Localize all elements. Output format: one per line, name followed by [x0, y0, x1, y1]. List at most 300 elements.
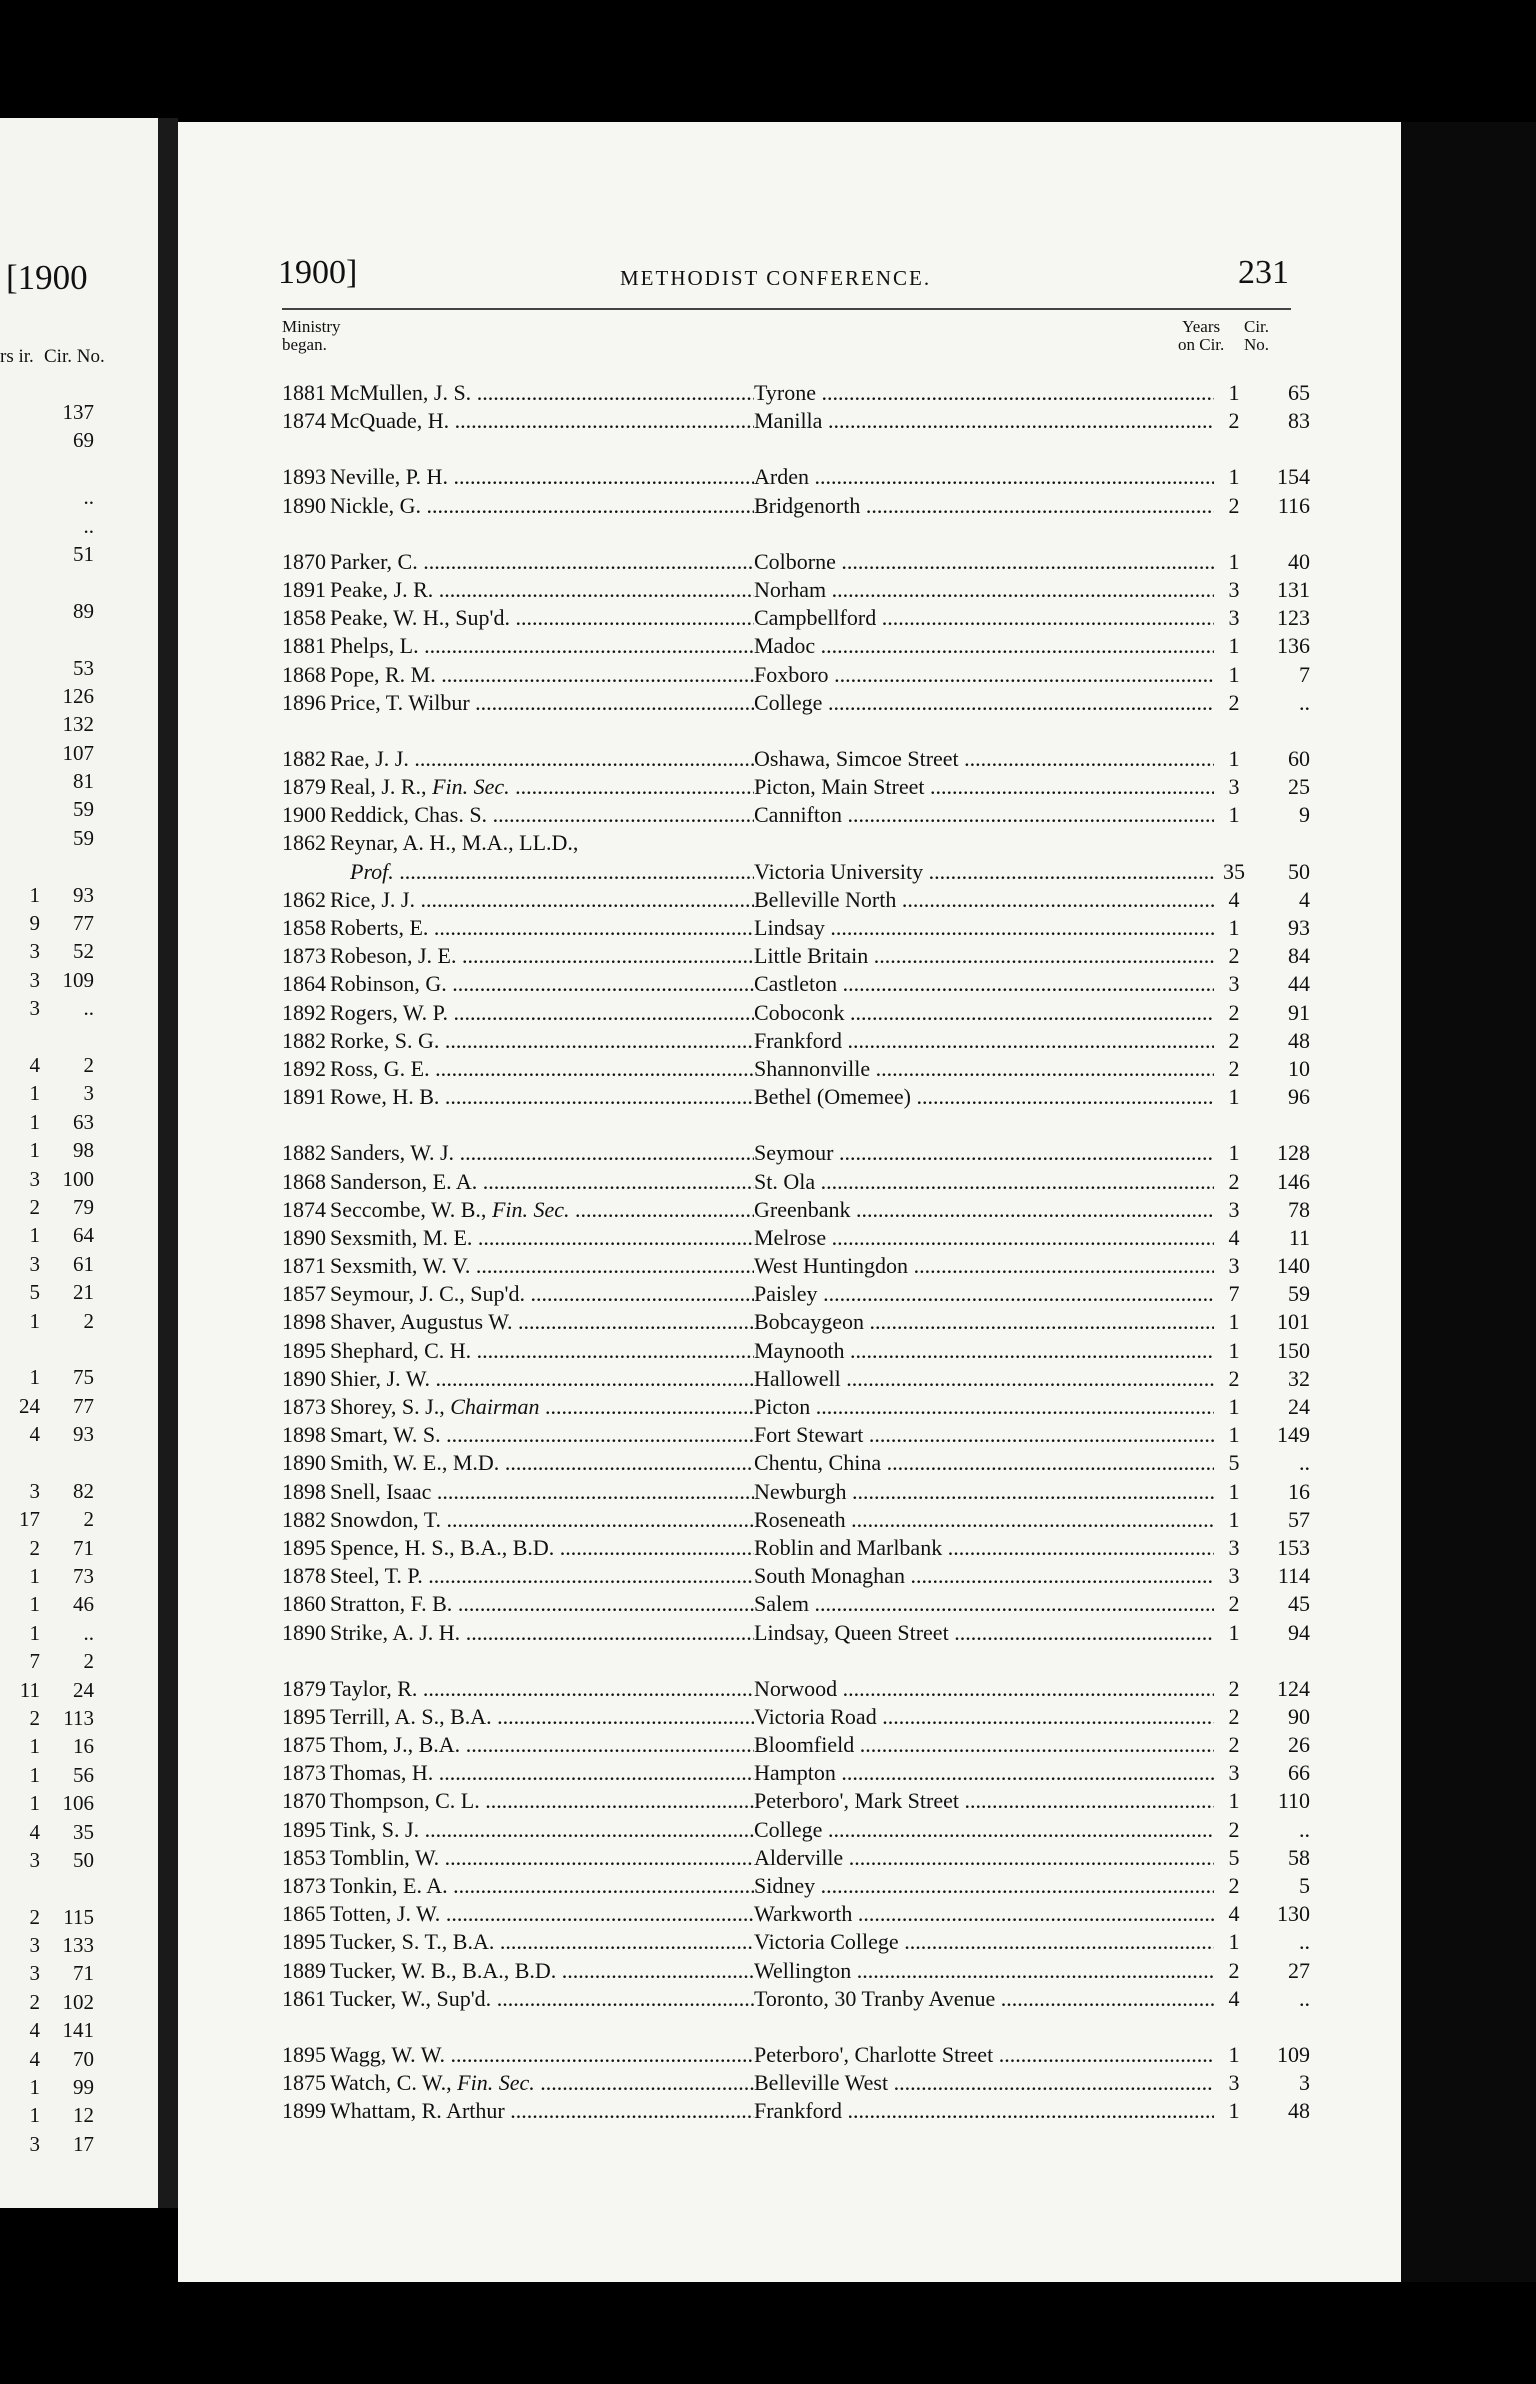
years-on-circuit-text: 1	[1228, 2041, 1240, 2067]
years-on-circuit-text: 1	[1228, 1422, 1240, 1448]
minister-name-text: Steel, T. P.	[330, 1563, 423, 1589]
circuit-name	[754, 1703, 1224, 1731]
ministry-began-year-text: 1895	[282, 2041, 326, 2067]
section-gap	[282, 435, 1292, 463]
left-years-header: rs ir.	[0, 346, 34, 367]
left-cir-value: 70	[73, 2046, 94, 2071]
circuit-name	[754, 2069, 1224, 2097]
left-page-row	[0, 1278, 150, 1306]
ministry-began-year-text: 1873	[282, 1873, 326, 1898]
circuit-number	[1250, 886, 1310, 914]
circuit-number-text: 84	[1288, 943, 1310, 969]
left-years-value: 1	[29, 1734, 40, 1759]
ministry-began-year-text: 1873	[282, 1394, 326, 1419]
minister-entry	[282, 1590, 1310, 1618]
years-on-circuit-text: 1	[1228, 548, 1240, 574]
years-on-circuit-text: 3	[1228, 605, 1240, 631]
years-on-circuit	[1214, 1787, 1254, 1815]
left-cir-value: 59	[73, 825, 94, 850]
circuit-name	[754, 1562, 1224, 1590]
left-page-row	[0, 1477, 150, 1505]
circuit-number	[1250, 2097, 1310, 2125]
circuit-name	[754, 1224, 1224, 1252]
years-on-circuit	[1214, 1168, 1254, 1196]
minister-entry	[282, 970, 1310, 998]
minister-name-text: Parker, C.	[330, 548, 418, 574]
left-cir-value: 106	[62, 1791, 94, 1816]
left-page-row	[0, 2073, 150, 2101]
left-cir-value: 12	[73, 2103, 94, 2128]
section-gap	[282, 2013, 1292, 2041]
left-years-value: 1	[29, 1138, 40, 1163]
left-page-row	[0, 1562, 150, 1590]
ministry-began-year-text: 1890	[282, 492, 326, 518]
minister-name-text: Phelps, L.	[330, 633, 419, 659]
left-years-value: 4	[29, 1422, 40, 1447]
left-page-row	[0, 398, 150, 426]
years-on-circuit	[1214, 999, 1254, 1027]
minister-entry	[282, 1675, 1310, 1703]
years-on-circuit-text: 5	[1228, 1844, 1240, 1870]
minister-name-text: Whattam, R. Arthur	[330, 2098, 505, 2124]
circuit-name-text: Victoria Road	[754, 1703, 877, 1729]
years-on-circuit	[1214, 1027, 1254, 1055]
left-page-row	[0, 512, 150, 540]
left-years-value: 1	[29, 1365, 40, 1390]
ministry-began-year-text: 1892	[282, 1055, 326, 1081]
minister-name-text: Pope, R. M.	[330, 661, 436, 687]
circuit-number-text: 91	[1288, 999, 1310, 1025]
ministry-began-year-text: 1895	[282, 1703, 326, 1729]
circuit-name	[754, 689, 1224, 717]
circuit-number-text: 124	[1277, 1675, 1310, 1701]
minister-entry	[282, 914, 1310, 942]
circuit-number	[1250, 1675, 1310, 1703]
years-on-circuit-text: 3	[1228, 971, 1240, 997]
left-years-value: 1	[29, 2103, 40, 2128]
left-years-value: 4	[29, 2018, 40, 2043]
circuit-number-text: 48	[1288, 2098, 1310, 2124]
ministry-began-year-text: 1874	[282, 1196, 326, 1222]
left-cir-value: 79	[73, 1194, 94, 1219]
minister-name	[330, 632, 790, 660]
circuit-name	[754, 407, 1224, 435]
circuit-number-text: 154	[1277, 464, 1310, 490]
minister-name	[330, 1083, 790, 1111]
left-page-fragment	[0, 118, 158, 2208]
circuit-number	[1250, 1957, 1310, 1985]
circuit-number	[1250, 492, 1310, 520]
years-on-circuit-text: 2	[1228, 408, 1240, 434]
ministry-began-year-text: 1890	[282, 1450, 326, 1476]
ministry-began-year-text: 1861	[282, 1985, 326, 2011]
circuit-name-text: Peterboro', Mark Street	[754, 1788, 959, 1814]
minister-name-text: Terrill, A. S., B.A.	[330, 1703, 492, 1729]
circuit-number	[1250, 1562, 1310, 1590]
years-on-circuit	[1214, 1308, 1254, 1336]
circuit-number	[1250, 379, 1310, 407]
minister-entry	[282, 1478, 1310, 1506]
ministry-began-year-text: 1892	[282, 999, 326, 1025]
circuit-number-text: 96	[1288, 1084, 1310, 1110]
circuit-name	[754, 1478, 1224, 1506]
circuit-name-text: Belleville North	[754, 886, 897, 912]
circuit-name-text: Manilla	[754, 408, 823, 434]
years-on-circuit-text: 1	[1228, 1929, 1240, 1955]
minister-entry	[282, 2041, 1310, 2069]
years-on-circuit	[1214, 1224, 1254, 1252]
left-page-row	[0, 1534, 150, 1562]
left-page-row	[0, 1619, 150, 1647]
left-page-row	[0, 767, 150, 795]
left-page-row	[0, 909, 150, 937]
minister-name-text: Tonkin, E. A.	[330, 1873, 448, 1898]
minister-name-text: Reynar, A. H., M.A., LL.D.,	[330, 830, 579, 856]
years-on-circuit-text: 3	[1228, 2070, 1240, 2096]
circuit-number	[1250, 773, 1310, 801]
left-cir-value: 63	[73, 1109, 94, 1134]
circuit-number	[1250, 2041, 1310, 2069]
minister-entry	[282, 745, 1310, 773]
circuit-name	[754, 463, 1224, 491]
years-on-circuit-text: 1	[1228, 1788, 1240, 1814]
left-cir-value: 82	[73, 1478, 94, 1503]
circuit-name	[754, 1196, 1224, 1224]
years-on-circuit	[1214, 1562, 1254, 1590]
ministry-began-year-text: 1865	[282, 1901, 326, 1927]
left-cir-value: 16	[73, 1734, 94, 1759]
circuit-name	[754, 970, 1224, 998]
minister-entry	[282, 604, 1310, 632]
circuit-name-text: Roseneath	[754, 1506, 846, 1532]
left-page-row	[0, 1023, 150, 1051]
years-on-circuit	[1214, 604, 1254, 632]
circuit-name-text: Salem	[754, 1591, 809, 1617]
minister-name-text: Shaver, Augustus W.	[330, 1309, 513, 1335]
years-on-circuit	[1214, 1280, 1254, 1308]
circuit-name-text: Fort Stewart	[754, 1422, 864, 1448]
minister-name-text: Peake, W. H., Sup'd.	[330, 605, 510, 631]
circuit-name	[754, 2041, 1224, 2069]
circuit-name	[754, 1759, 1224, 1787]
ministry-began-year-text: 1862	[282, 830, 326, 856]
minister-name	[330, 1506, 790, 1534]
cir-no-header: Cir. No.	[1244, 317, 1270, 354]
left-years-value: 2	[29, 1989, 40, 2014]
circuit-name-text: Oshawa, Simcoe Street	[754, 745, 959, 771]
minister-name-text: Robeson, J. E.	[330, 943, 457, 969]
circuit-number	[1250, 1027, 1310, 1055]
circuit-name-text: Alderville	[754, 1844, 844, 1870]
minister-entry	[282, 1421, 1310, 1449]
left-cir-value: 46	[73, 1592, 94, 1617]
circuit-name	[754, 801, 1224, 829]
years-on-circuit-text: 1	[1228, 633, 1240, 659]
years-on-circuit	[1214, 463, 1254, 491]
years-on-circuit	[1214, 1590, 1254, 1618]
left-cir-value: ..	[83, 513, 94, 538]
left-cir-value: 71	[73, 1961, 94, 1986]
minister-name-text: Real, J. R., Fin. Sec.	[330, 774, 510, 800]
circuit-number-text: 48	[1288, 1027, 1310, 1053]
minister-name	[330, 1027, 790, 1055]
years-on-circuit-text: 1	[1228, 1309, 1240, 1335]
minister-name	[330, 492, 790, 520]
circuit-number-text: 149	[1277, 1422, 1310, 1448]
years-on-circuit-text: 1	[1228, 745, 1240, 771]
years-on-circuit-text: 3	[1228, 1563, 1240, 1589]
minister-name	[330, 942, 790, 970]
years-on-circuit-text: 3	[1228, 576, 1240, 602]
left-cir-value: 24	[73, 1677, 94, 1702]
years-on-circuit	[1214, 1675, 1254, 1703]
page-number: 231	[1238, 254, 1289, 291]
minister-entry	[282, 1506, 1310, 1534]
circuit-name-text: Roblin and Marlbank	[754, 1534, 943, 1560]
circuit-name-text: Frankford	[754, 2098, 842, 2124]
left-cir-value: 51	[73, 541, 94, 566]
left-cir-value: 17	[73, 2131, 94, 2156]
circuit-name	[754, 1139, 1224, 1167]
circuit-number	[1250, 1139, 1310, 1167]
circuit-name-text: Hallowell	[754, 1365, 841, 1391]
circuit-name-text: Victoria College	[754, 1929, 899, 1955]
circuit-name	[754, 1985, 1224, 2013]
minister-entry	[282, 1731, 1310, 1759]
left-cir-value: 61	[73, 1251, 94, 1276]
minister-name	[330, 661, 790, 689]
left-page-row	[0, 1903, 150, 1931]
circuit-name-text: Cannifton	[754, 802, 842, 828]
circuit-name	[754, 1365, 1224, 1393]
minister-name	[330, 1393, 790, 1421]
minister-name	[330, 1562, 790, 1590]
left-years-value: 3	[29, 967, 40, 992]
left-cir-value: ..	[83, 996, 94, 1021]
left-page-row	[0, 1931, 150, 1959]
minister-name	[330, 1844, 790, 1872]
circuit-number	[1250, 2069, 1310, 2097]
years-on-circuit-text: 35	[1223, 858, 1245, 884]
left-years-value: 4	[29, 1052, 40, 1077]
circuit-number	[1250, 576, 1310, 604]
circuit-name	[754, 1731, 1224, 1759]
left-page-row	[0, 625, 150, 653]
left-page-row	[0, 1108, 150, 1136]
minister-name	[330, 801, 790, 829]
circuit-number	[1250, 1365, 1310, 1393]
left-page-row	[0, 1136, 150, 1164]
ministry-began-year-text: 1871	[282, 1253, 326, 1279]
left-years-value: 9	[29, 911, 40, 936]
circuit-name-text: St. Ola	[754, 1168, 816, 1194]
years-on-circuit	[1214, 942, 1254, 970]
circuit-name-text: Peterboro', Charlotte Street	[754, 2041, 994, 2067]
years-on-circuit-text: 2	[1228, 492, 1240, 518]
years-on-circuit	[1214, 1506, 1254, 1534]
circuit-name	[754, 942, 1224, 970]
circuit-name-text: Seymour	[754, 1140, 834, 1166]
circuit-name-text: Norwood	[754, 1675, 838, 1701]
years-on-circuit-text: 3	[1228, 1760, 1240, 1786]
circuit-number-text: 130	[1277, 1901, 1310, 1927]
circuit-name-text: West Huntingdon	[754, 1253, 909, 1279]
years-on-circuit-text: 1	[1228, 2098, 1240, 2124]
minister-name-text: Reddick, Chas. S.	[330, 802, 488, 828]
circuit-name	[754, 745, 1224, 773]
minister-name-text: Thom, J., B.A.	[330, 1732, 461, 1758]
minister-name-text: Price, T. Wilbur	[330, 689, 470, 715]
minister-name	[330, 1619, 790, 1647]
years-on-circuit-text: 2	[1228, 1675, 1240, 1701]
minister-name	[330, 1224, 790, 1252]
circuit-number-text: 116	[1277, 492, 1310, 518]
minister-name	[330, 407, 790, 435]
circuit-number	[1250, 1985, 1310, 2013]
minister-name-text: Prof.	[350, 858, 394, 884]
circuit-number	[1250, 1759, 1310, 1787]
years-on-circuit-text: 2	[1228, 1027, 1240, 1053]
left-years-value: 7	[29, 1649, 40, 1674]
minister-name	[330, 2069, 790, 2097]
years-on-circuit-text: 1	[1228, 802, 1240, 828]
circuit-name-text: College	[754, 1816, 823, 1842]
years-on-circuit	[1214, 1900, 1254, 1928]
left-page-row	[0, 1874, 150, 1902]
left-cir-value: 98	[73, 1138, 94, 1163]
circuit-number-text: 16	[1288, 1478, 1310, 1504]
left-page-row	[0, 455, 150, 483]
minister-name-text: Rice, J. J.	[330, 886, 415, 912]
minister-name-text: Peake, J. R.	[330, 576, 434, 602]
circuit-name	[754, 1027, 1224, 1055]
minister-entry	[282, 1985, 1310, 2013]
minister-name	[330, 1365, 790, 1393]
circuit-number-text: 128	[1277, 1140, 1310, 1166]
years-on-circuit-text: 1	[1228, 915, 1240, 940]
years-on-circuit-text: 2	[1228, 1591, 1240, 1617]
circuit-name	[754, 1957, 1224, 1985]
left-page-row	[0, 1392, 150, 1420]
circuit-number	[1250, 604, 1310, 632]
circuit-name	[754, 1928, 1224, 1956]
minister-name	[330, 1449, 790, 1477]
circuit-number	[1250, 689, 1310, 717]
circuit-number	[1250, 1252, 1310, 1280]
circuit-name	[754, 1308, 1224, 1336]
circuit-number-text: ..	[1299, 689, 1310, 715]
ministry-began-year-text: 1898	[282, 1309, 326, 1335]
years-on-circuit-text: 4	[1228, 1224, 1240, 1250]
minister-name	[330, 745, 790, 773]
minister-name	[330, 689, 790, 717]
years-on-circuit	[1214, 492, 1254, 520]
minister-entry	[282, 1083, 1310, 1111]
circuit-number	[1250, 858, 1310, 886]
left-years-value: 3	[29, 1251, 40, 1276]
left-years-value: 1	[29, 882, 40, 907]
left-years-value: 2	[29, 1904, 40, 1929]
circuit-number-text: 58	[1288, 1844, 1310, 1870]
circuit-number-text: 109	[1277, 2041, 1310, 2067]
circuit-name	[754, 1844, 1224, 1872]
minister-name	[330, 1280, 790, 1308]
circuit-number	[1250, 1168, 1310, 1196]
circuit-name	[754, 1816, 1224, 1844]
ministry-began-year-text: 1890	[282, 1619, 326, 1645]
ministry-began-year-text: 1893	[282, 464, 326, 490]
circuit-number-text: 153	[1277, 1534, 1310, 1560]
circuit-name	[754, 661, 1224, 689]
left-cir-value: 59	[73, 797, 94, 822]
ministry-began-year-text: 1900	[282, 802, 326, 828]
minister-entry	[282, 1957, 1310, 1985]
years-on-circuit-text: 4	[1228, 1901, 1240, 1927]
circuit-number-text: 27	[1288, 1957, 1310, 1983]
circuit-number-text: ..	[1299, 1450, 1310, 1476]
left-years-value: 1	[29, 1592, 40, 1617]
minister-name	[330, 2097, 790, 2125]
circuit-number	[1250, 1449, 1310, 1477]
minister-name-text: Ross, G. E.	[330, 1055, 430, 1081]
left-cir-value: 89	[73, 598, 94, 623]
left-cir-value: 73	[73, 1564, 94, 1589]
years-on-circuit	[1214, 1816, 1254, 1844]
left-page-row	[0, 795, 150, 823]
circuit-name	[754, 1619, 1224, 1647]
left-page-row	[0, 2101, 150, 2129]
minister-name-text: Tomblin, W.	[330, 1844, 440, 1870]
years-on-circuit-text: 1	[1228, 464, 1240, 490]
circuit-number	[1250, 661, 1310, 689]
left-years-value: 1	[29, 2075, 40, 2100]
left-page-row	[0, 1959, 150, 1987]
circuit-name-text: Norham	[754, 576, 827, 602]
circuit-name-text: Bloomfield	[754, 1732, 855, 1758]
years-on-circuit-text: 2	[1228, 1168, 1240, 1194]
page-year: 1900]	[278, 254, 358, 291]
circuit-name-text: Campbellford	[754, 605, 877, 631]
years-on-circuit	[1214, 1957, 1254, 1985]
minister-name-text: Totten, J. W.	[330, 1901, 441, 1927]
ministry-began-year-text: 1873	[282, 943, 326, 969]
circuit-name-text: Castleton	[754, 971, 838, 997]
minister-entry	[282, 1168, 1310, 1196]
years-on-circuit	[1214, 1872, 1254, 1900]
ministry-began-header: Ministry began.	[282, 317, 341, 354]
years-on-circuit	[1214, 745, 1254, 773]
circuit-name	[754, 1590, 1224, 1618]
years-on-circuit-text: 2	[1228, 1957, 1240, 1983]
left-page-row	[0, 1448, 150, 1476]
ministry-began-year-text: 1857	[282, 1281, 326, 1307]
circuit-name	[754, 1055, 1224, 1083]
years-on-circuit-text: 3	[1228, 1196, 1240, 1222]
years-on-circuit	[1214, 1985, 1254, 2013]
left-cir-value: 137	[62, 400, 94, 424]
years-on-circuit	[1214, 773, 1254, 801]
left-years-value: 24	[19, 1393, 40, 1418]
minister-name	[330, 773, 790, 801]
circuit-number-text: 60	[1288, 745, 1310, 771]
left-page-row	[0, 1704, 150, 1732]
minister-entry	[282, 1308, 1310, 1336]
minister-name	[330, 1759, 790, 1787]
years-on-circuit-text: 2	[1228, 1732, 1240, 1758]
minister-entry	[282, 548, 1310, 576]
years-on-circuit	[1214, 886, 1254, 914]
years-on-circuit	[1214, 1844, 1254, 1872]
